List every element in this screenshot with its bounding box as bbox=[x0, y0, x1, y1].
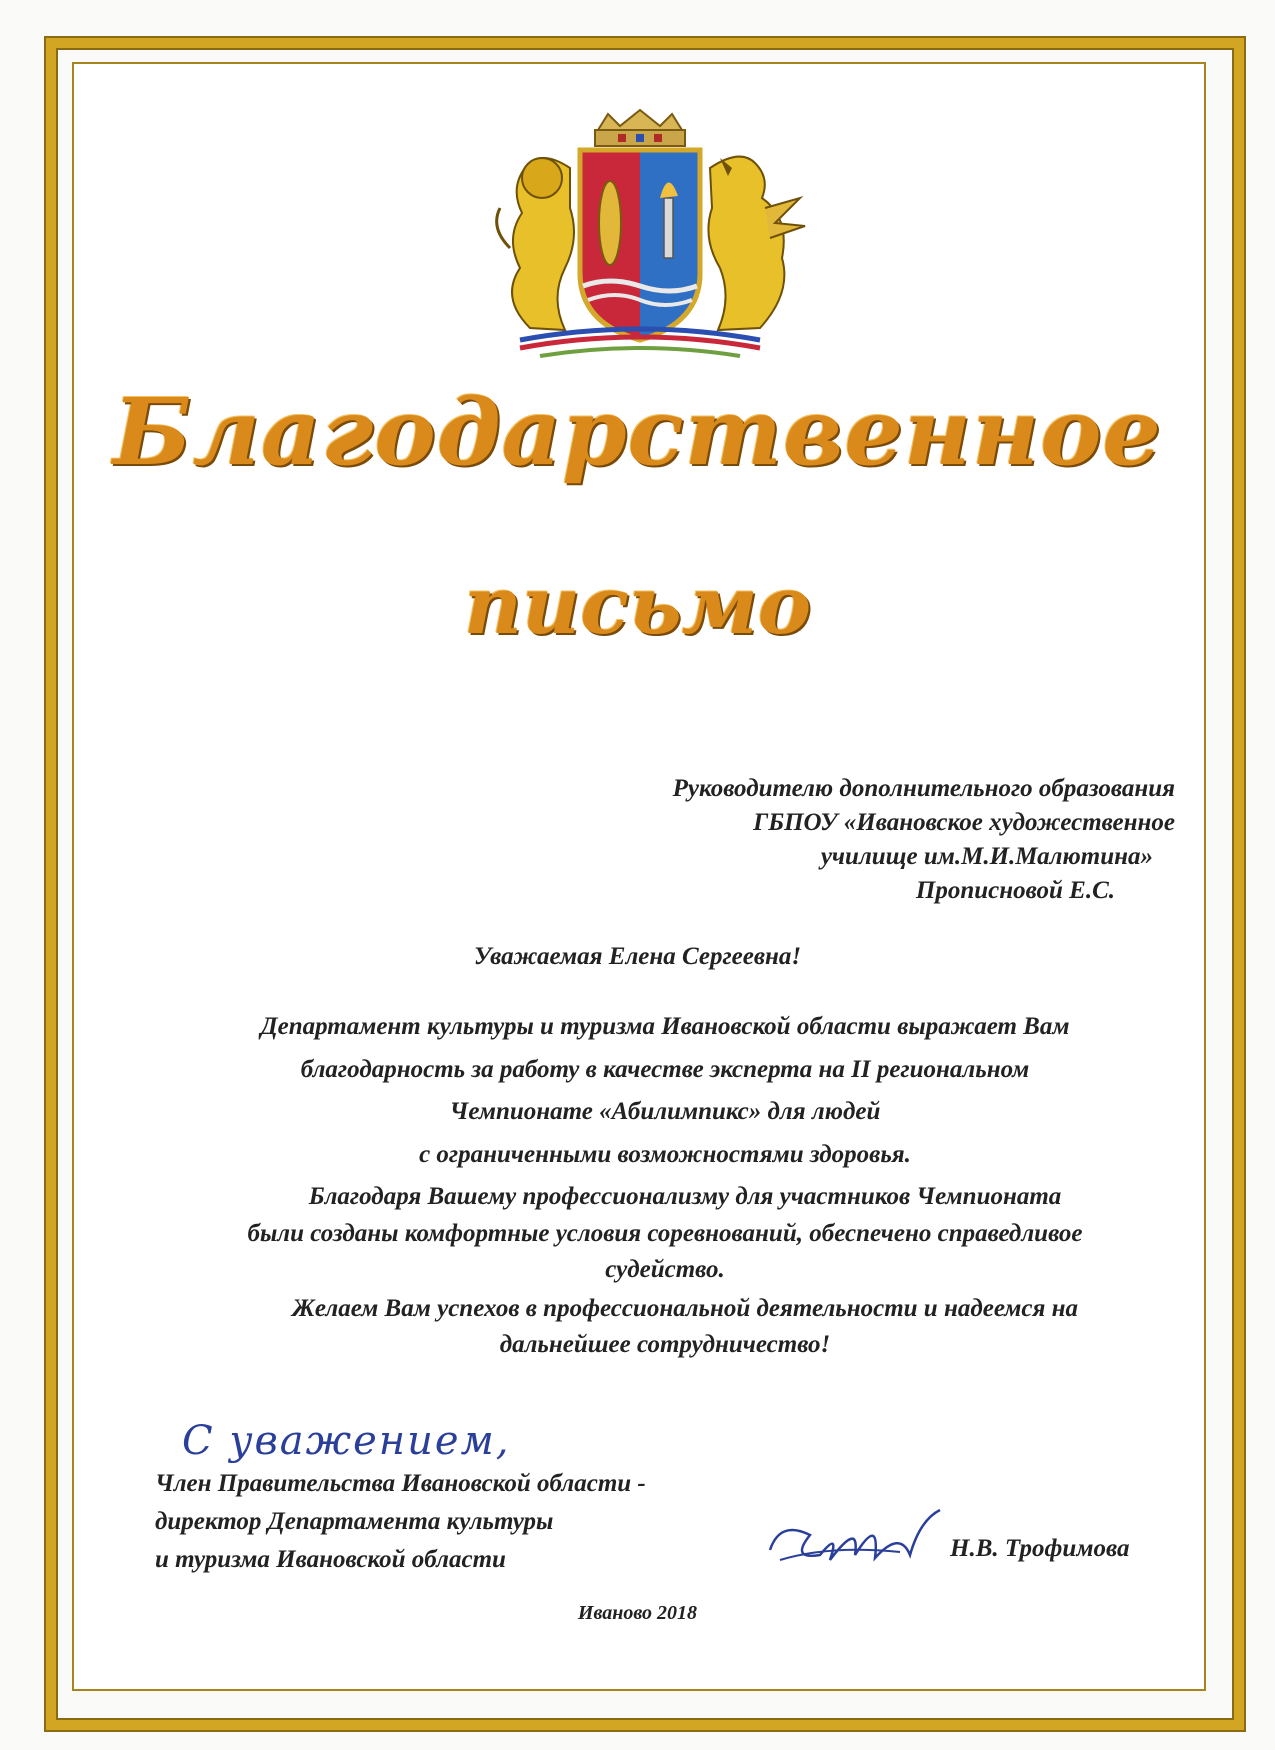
body-line: судейство. bbox=[605, 1256, 725, 1283]
signatory-title-block bbox=[155, 1465, 775, 1579]
addressee-line: Руководителю дополнительного образования bbox=[672, 775, 1175, 802]
body-line: Благодаря Вашему профессионализму для участников Чемпионата bbox=[308, 1183, 1062, 1210]
document-title: Благодарственное bbox=[113, 378, 1162, 486]
greeting: Уважаемая Елена Сергеевна! bbox=[473, 943, 802, 970]
handwritten-signature-icon bbox=[760, 1500, 950, 1580]
document-subtitle: письмо bbox=[463, 558, 812, 652]
body-line: Чемпионате «Абилимпикс» для людей bbox=[449, 1098, 881, 1125]
signatory-title-line: Член Правительства Ивановской области - bbox=[155, 1470, 646, 1497]
lion-supporter-icon bbox=[497, 158, 574, 330]
addressee-line: училище им.М.И.Малютина» bbox=[820, 843, 1153, 870]
handwritten-note: С уважением, bbox=[182, 1418, 511, 1464]
signatory-title-line: директор Департамента культуры bbox=[155, 1508, 554, 1535]
ivanovo-coat-of-arms-icon bbox=[470, 108, 810, 370]
addressee-block bbox=[475, 772, 1175, 908]
crown-icon bbox=[595, 110, 685, 146]
addressee-line: Прописновой Е.С. bbox=[915, 877, 1115, 904]
body-line: благодарность за работу в качестве эксперта на II региональном bbox=[300, 1055, 1030, 1083]
shield-icon bbox=[580, 150, 700, 340]
signatory-name: Н.В. Трофимова bbox=[950, 1535, 1130, 1562]
body-line: с ограниченными возможностями здоровья. bbox=[419, 1140, 911, 1168]
eagle-supporter-icon bbox=[708, 157, 805, 330]
body-line: Департамент культуры и туризма Ивановской области выражает Вам bbox=[260, 1013, 1070, 1040]
place-year: Иваново 2018 bbox=[577, 1602, 698, 1624]
body-line: дальнейшее сотрудничество! bbox=[499, 1331, 831, 1358]
body-line: Желаем Вам успехов в профессиональной деятельности и надеемся на bbox=[291, 1294, 1079, 1322]
letter-body bbox=[170, 1006, 1160, 1367]
body-line: были созданы комфортные условия соревнований, обеспечено справедливое bbox=[247, 1219, 1083, 1247]
addressee-line: ГБПОУ «Ивановское художественное bbox=[753, 809, 1175, 836]
signatory-title-line: и туризма Ивановской области bbox=[155, 1546, 506, 1573]
